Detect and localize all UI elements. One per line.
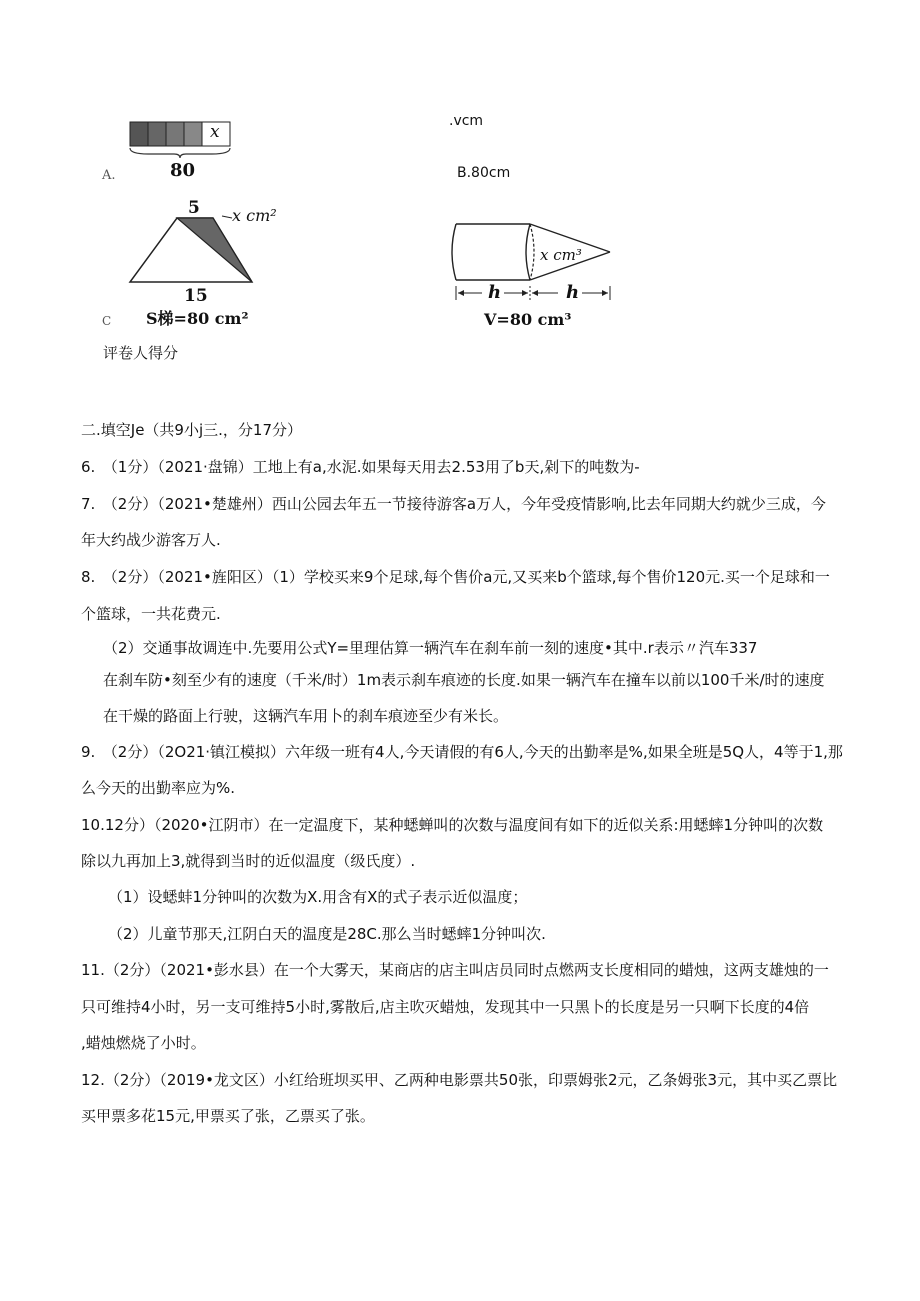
figure-d-cylinder-cone xyxy=(448,216,618,332)
figure-c-trapezoid xyxy=(100,196,290,330)
grader-header: 评卷人得分 xyxy=(103,344,179,362)
figure-d-inner-label: x cm³ xyxy=(540,246,582,264)
figure-d-h1: h xyxy=(488,282,502,303)
option-label-top-right: .vcm xyxy=(449,113,484,129)
figure-c-formula: S梯=80 cm² xyxy=(146,309,249,328)
section-title: 二.填空Je（共9小j三.，分17分） xyxy=(81,421,302,439)
figure-c-bottom: 15 xyxy=(184,286,208,306)
question-9-line-1: 9. （2分）（2O21·镇江模拟）六年级一班有4人,今天请假的有6人,今天的出勤率是%,如果全班是5Q人，4等于1,那 xyxy=(81,743,843,761)
question-11-line-3: ,蜡烛燃烧了小时。 xyxy=(81,1034,206,1052)
figure-a-letter: A. xyxy=(102,168,116,183)
question-7-line-1: 7. （2分）（2021•楚雄州）西山公园去年五一节接待游客a万人，今年受疫情影响,比去年同期大约就少三成，今 xyxy=(81,495,826,513)
figure-d-formula: V=80 cm³ xyxy=(484,310,572,329)
figure-c-shaded-label: x cm² xyxy=(232,206,277,225)
option-b-label: B.80cm xyxy=(457,165,511,181)
question-8-sub-2-line-2: 在刹车防•刻至少有的速度（千米/时）1m表示刹车痕迹的长度.如果一辆汽车在撞车以前以100千米/时的速度 xyxy=(103,671,825,689)
figure-a-bar-diagram xyxy=(102,118,248,188)
question-10-line-1: 10.12分）（2020•江阴市）在一定温度下，某种蟋蝉叫的次数与温度间有如下的近似关系:用蟋蟀1分钟叫的次数 xyxy=(81,816,824,834)
figure-a-var: x xyxy=(210,122,220,142)
question-8-sub-2-line-3: 在干燥的路面上行驶，这辆汽车用卜的刹车痕迹至少有米长。 xyxy=(103,707,509,725)
question-8-line-2: 个篮球，一共花费元. xyxy=(81,605,221,623)
question-11-line-1: 11.（2分）（2021•彭水县）在一个大雾天，某商店的店主叫店员同时点燃两支长度相同的蜡烛，这两支雄烛的一 xyxy=(81,961,829,979)
question-8-sub-2-line-1: （2）交通事故调连中.先要用公式Y=里理估算一辆汽车在刹车前一刻的速度•其中.r表示〃汽车337 xyxy=(103,639,758,657)
question-10-line-2: 除以九再加上3,就得到当时的近似温度（级氏度）. xyxy=(81,852,416,870)
question-10-sub-2: （2）儿童节那天,江阴白天的温度是28C.那么当时蟋蟀1分钟叫次. xyxy=(108,925,546,943)
figure-c-letter: C xyxy=(102,314,112,328)
question-6: 6. （1分）（2021·盘锦）工地上有a,水泥.如果每天用去2.53用了b天,剁下的吨数为- xyxy=(81,458,640,476)
question-10-sub-1: （1）设蟋蚌1分钟叫的次数为X.用含有X的式子表示近似温度； xyxy=(108,888,528,906)
question-12-line-2: 买甲票多花15元,甲票买了张，乙票买了张。 xyxy=(81,1107,375,1125)
question-12-line-1: 12.（2分）（2019•龙文区）小红给班坝买甲、乙两种电影票共50张，印票姆张2元，乙条姆张3元，其中买乙票比 xyxy=(81,1071,838,1089)
figure-d-h2: h xyxy=(566,282,580,303)
question-8-line-1: 8. （2分）（2021•旌阳区）（1）学校买来9个足球,每个售价a元,又买来b个篮球,每个售价120元.买一个足球和一 xyxy=(81,568,830,586)
figure-c-top: 5 xyxy=(188,198,200,218)
question-9-line-2: 么今天的出勤率应为%. xyxy=(81,779,236,797)
question-7-line-2: 年大约战少游客万人. xyxy=(81,531,221,549)
figure-a-value: 80 xyxy=(170,160,196,181)
question-11-line-2: 只可维持4小时，另一支可维持5小时,雾散后,店主吹灭蜡烛，发现其中一只黑卜的长度是另一只啊下长度的4倍 xyxy=(81,998,810,1016)
